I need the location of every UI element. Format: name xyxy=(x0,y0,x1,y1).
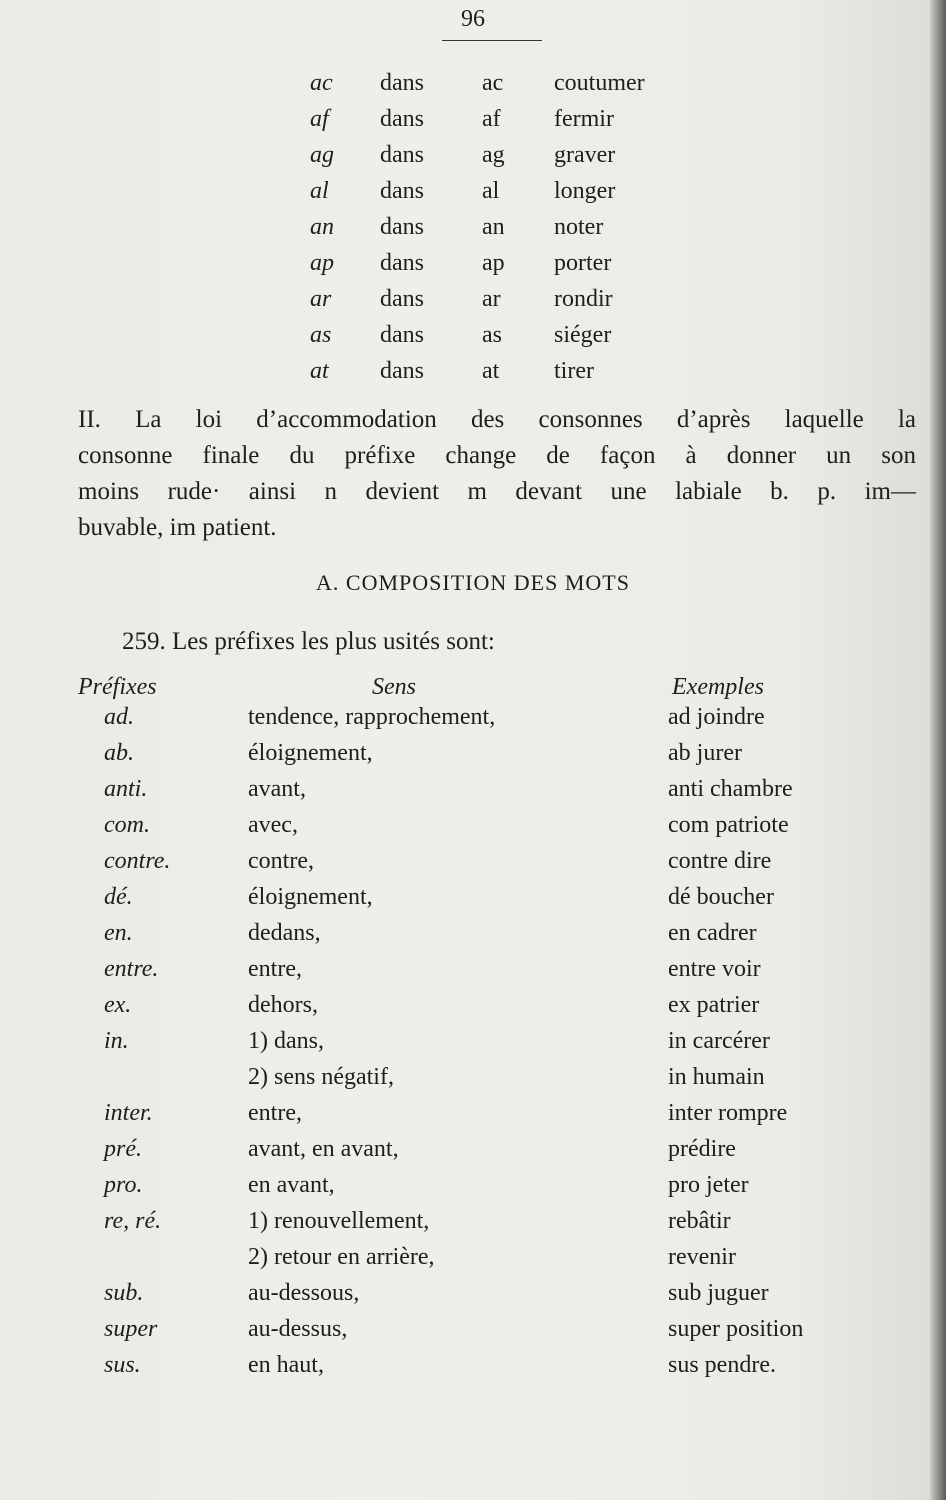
prefix-row xyxy=(0,1280,930,1316)
paragraph-line: moins rude· ainsi n devient m devant une labiale b. p. im— xyxy=(78,478,916,505)
accom-prefix: af xyxy=(310,106,329,132)
accom-root: noter xyxy=(554,214,604,240)
sens-cell: 1) dans, xyxy=(248,1028,324,1054)
accom-root: coutumer xyxy=(554,70,645,96)
sens-cell: éloignement, xyxy=(248,884,373,910)
sens-cell: avec, xyxy=(248,812,298,838)
prefix-cell: re, ré. xyxy=(104,1208,162,1234)
sens-cell: en avant, xyxy=(248,1172,335,1198)
prefix-row xyxy=(0,920,930,956)
exemple-cell: entre voir xyxy=(668,956,761,982)
prefix-row xyxy=(0,956,930,992)
sens-cell: 2) sens négatif, xyxy=(248,1064,394,1090)
sens-cell: 2) retour en arrière, xyxy=(248,1244,435,1270)
prefix-row xyxy=(0,1352,930,1388)
prefix-row xyxy=(0,776,930,812)
column-header-exemples: Exemples xyxy=(672,674,764,700)
accom-root-prefix: ac xyxy=(482,70,504,96)
prefix-intro: 259. Les préfixes les plus usités sont: xyxy=(122,628,495,655)
accom-root-prefix: ap xyxy=(482,250,505,276)
prefix-cell: com. xyxy=(104,812,150,838)
prefix-row xyxy=(0,704,930,740)
exemple-cell: super position xyxy=(668,1316,804,1342)
accom-prefix: as xyxy=(310,322,332,348)
exemple-cell: ex patrier xyxy=(668,992,760,1018)
prefix-cell: dé. xyxy=(104,884,133,910)
sens-cell: contre, xyxy=(248,848,314,874)
accom-root-prefix: as xyxy=(482,322,502,348)
exemple-cell: in humain xyxy=(668,1064,765,1090)
accommodation-row xyxy=(310,358,710,394)
accom-prefix: ap xyxy=(310,250,334,276)
sens-cell: au-dessus, xyxy=(248,1316,348,1342)
accom-root-prefix: ar xyxy=(482,286,501,312)
prefix-row xyxy=(0,1028,930,1064)
prefix-row xyxy=(0,1100,930,1136)
prefix-row xyxy=(0,812,930,848)
accom-word: dans xyxy=(380,322,424,348)
exemple-cell: sus pendre. xyxy=(668,1352,776,1378)
sens-cell: au-dessous, xyxy=(248,1280,360,1306)
prefix-row xyxy=(0,740,930,776)
accom-word: dans xyxy=(380,178,424,204)
prefix-cell: sus. xyxy=(104,1352,141,1378)
page-number-rule xyxy=(442,40,542,41)
accom-prefix: ac xyxy=(310,70,333,96)
accom-root: porter xyxy=(554,250,612,276)
accom-root-prefix: an xyxy=(482,214,505,240)
exemple-cell: inter rompre xyxy=(668,1100,788,1126)
accom-root: rondir xyxy=(554,286,613,312)
prefix-cell: ad. xyxy=(104,704,134,730)
accommodation-row xyxy=(310,322,710,358)
accom-prefix: al xyxy=(310,178,329,204)
exemple-cell: rebâtir xyxy=(668,1208,731,1234)
prefix-row xyxy=(0,992,930,1028)
column-header-prefixes: Préfixes xyxy=(78,674,157,700)
prefix-cell: en. xyxy=(104,920,133,946)
accommodation-row xyxy=(310,286,710,322)
accom-root: siéger xyxy=(554,322,612,348)
accom-root-prefix: ag xyxy=(482,142,505,168)
prefix-cell: ex. xyxy=(104,992,132,1018)
prefix-row xyxy=(0,848,930,884)
paragraph-line: buvable, im patient. xyxy=(78,514,277,541)
accom-word: dans xyxy=(380,286,424,312)
sens-cell: avant, xyxy=(248,776,306,802)
exemple-cell: dé boucher xyxy=(668,884,774,910)
accommodation-paragraph xyxy=(78,402,916,546)
prefix-row xyxy=(0,1136,930,1172)
sens-cell: 1) renouvellement, xyxy=(248,1208,430,1234)
page-edge-shadow xyxy=(930,0,946,1500)
sens-cell: éloignement, xyxy=(248,740,373,766)
exemple-cell: prédire xyxy=(668,1136,736,1162)
exemple-cell: ab jurer xyxy=(668,740,742,766)
accommodation-row xyxy=(310,178,710,214)
prefix-row xyxy=(0,1172,930,1208)
prefix-row xyxy=(0,1244,930,1280)
page-number: 96 xyxy=(461,6,485,32)
exemple-cell: pro jeter xyxy=(668,1172,749,1198)
prefix-cell: super xyxy=(104,1316,158,1342)
sens-cell: entre, xyxy=(248,956,302,982)
sens-cell: en haut, xyxy=(248,1352,324,1378)
prefix-cell: contre. xyxy=(104,848,171,874)
paragraph-line: II. La loi d’accommodation des consonnes d’après laquelle la xyxy=(78,406,916,433)
paragraph-line: consonne finale du préfixe change de façon à donner un son xyxy=(78,442,916,469)
prefix-cell: pro. xyxy=(104,1172,143,1198)
accom-prefix: an xyxy=(310,214,334,240)
accom-root-prefix: al xyxy=(482,178,500,204)
accom-prefix: ag xyxy=(310,142,334,168)
section-heading: A. COMPOSITION DES MOTS xyxy=(316,570,630,595)
exemple-cell: en cadrer xyxy=(668,920,757,946)
sens-cell: dehors, xyxy=(248,992,318,1018)
prefix-row xyxy=(0,1208,930,1244)
accom-prefix: at xyxy=(310,358,329,384)
accommodation-row xyxy=(310,142,710,178)
accom-root-prefix: af xyxy=(482,106,501,132)
prefix-row xyxy=(0,884,930,920)
exemple-cell: contre dire xyxy=(668,848,772,874)
sens-cell: tendence, rapprochement, xyxy=(248,704,496,730)
prefix-row xyxy=(0,1064,930,1100)
accommodation-row xyxy=(310,214,710,250)
prefix-cell: pré. xyxy=(104,1136,142,1162)
accom-word: dans xyxy=(380,250,424,276)
accommodation-row xyxy=(310,106,710,142)
exemple-cell: sub juguer xyxy=(668,1280,769,1306)
sens-cell: dedans, xyxy=(248,920,321,946)
accom-prefix: ar xyxy=(310,286,332,312)
accom-word: dans xyxy=(380,358,424,384)
accom-root-prefix: at xyxy=(482,358,500,384)
accommodation-row xyxy=(310,70,710,106)
prefix-cell: entre. xyxy=(104,956,159,982)
prefix-cell: in. xyxy=(104,1028,129,1054)
exemple-cell: anti chambre xyxy=(668,776,793,802)
prefix-cell: anti. xyxy=(104,776,148,802)
accom-word: dans xyxy=(380,106,424,132)
exemple-cell: com patriote xyxy=(668,812,789,838)
accommodation-list xyxy=(310,70,710,394)
accom-root: tirer xyxy=(554,358,594,384)
exemple-cell: ad joindre xyxy=(668,704,765,730)
exemple-cell: revenir xyxy=(668,1244,736,1270)
prefix-row xyxy=(0,1316,930,1352)
accom-root: fermir xyxy=(554,106,614,132)
exemple-cell: in carcérer xyxy=(668,1028,770,1054)
accom-root: graver xyxy=(554,142,616,168)
accom-word: dans xyxy=(380,70,424,96)
accommodation-row xyxy=(310,250,710,286)
accom-root: longer xyxy=(554,178,616,204)
sens-cell: entre, xyxy=(248,1100,302,1126)
accom-word: dans xyxy=(380,142,424,168)
prefix-cell: inter. xyxy=(104,1100,153,1126)
accom-word: dans xyxy=(380,214,424,240)
prefix-cell: sub. xyxy=(104,1280,144,1306)
column-header-sens: Sens xyxy=(372,674,416,700)
prefix-cell: ab. xyxy=(104,740,134,766)
sens-cell: avant, en avant, xyxy=(248,1136,399,1162)
